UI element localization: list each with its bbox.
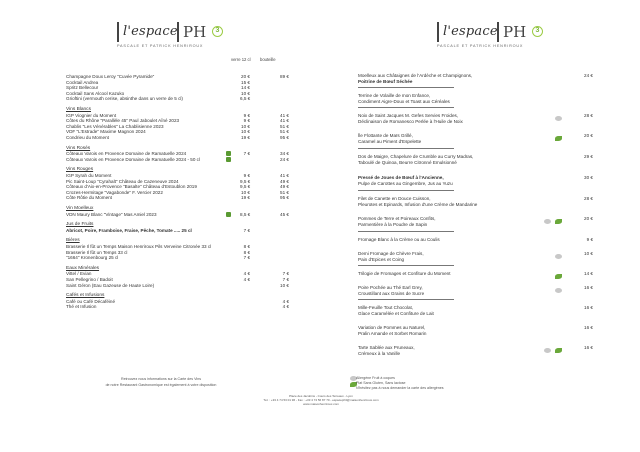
bottle-price: 4 € (282, 298, 289, 304)
logo-subtitle: PASCALE ET PATRICK HENRIROUX (437, 44, 524, 48)
logo-script: l'espace (443, 24, 498, 39)
logo-number: 3 (532, 26, 543, 37)
dish-name: Mille-Feuille Tout Chocolat, (358, 305, 414, 310)
gluten-free-leaf-icon (555, 136, 562, 141)
logo-left (117, 22, 231, 48)
menu-row (66, 228, 290, 234)
glass-price: 20 € (241, 74, 250, 79)
allergy-legend (356, 376, 444, 391)
dish-price: 24 € (584, 73, 593, 78)
bottle-price: 89 € (280, 74, 289, 79)
dish-price: 10 € (584, 251, 593, 256)
menu-row (66, 195, 290, 201)
logo-subtitle: PASCALE ET PATRICK HENRIROUX (117, 44, 204, 48)
item-name: Café ou Café Décaféiné (66, 298, 116, 304)
dish-price: 9 € (586, 237, 593, 242)
dish-item (358, 237, 598, 243)
dish-name: Variation de Pommes au Naturel, (358, 325, 426, 330)
dish-name: Moelleux aux Châtaignes de l'Ardèche et Champignons, (358, 73, 473, 78)
dish-name: Trilogie de Fromages et Confiture du Moment (358, 271, 451, 276)
dish-price: 16 € (584, 325, 593, 330)
divider (358, 87, 454, 88)
bottle-price: 45 € (280, 211, 289, 217)
bottle-price: 49 € (280, 178, 289, 184)
allergy-ask: N'hésitez pas à nous demander la carte des allergènes (356, 386, 444, 390)
dish-price: 14 € (584, 271, 593, 276)
dish-item (358, 175, 598, 187)
dish-item (358, 93, 598, 105)
allergy-nuts: Allergène Fruit à coques (356, 376, 395, 380)
section-title: Vins Rosés (66, 145, 91, 151)
bottle-price: 51 € (280, 189, 289, 195)
dish-item (358, 113, 598, 125)
allergen-nut-icon (555, 116, 562, 121)
section-title: Vin Moelleux (66, 206, 94, 211)
dish-name: Demi Fromage de Chèvre Frais, (358, 251, 424, 256)
dish-name: Filet de Canette en Douce Cuisson, (358, 196, 431, 201)
dish-description: Caramel au Piment d'Espelette (358, 139, 422, 144)
dish-price: 16 € (584, 345, 593, 350)
dish-description: Glace Caramélée et Confiture de Lait (358, 311, 434, 316)
dish-name: Fromage Blanc à la Crème ou au Coulis (358, 237, 440, 242)
item-name: Côteaux d'Aix-en-Provence "Basalte" Château d'Estoublon 2019 (66, 184, 197, 190)
menu-row (66, 135, 290, 141)
dish-description: Pulpe de Carottes au Gingembre, Jus au Yuzu (358, 181, 453, 186)
glass-price: 4 € (243, 277, 250, 282)
menu-row (66, 283, 290, 289)
dish-price: 28 € (584, 113, 593, 118)
bottle-column-header: bouteille (260, 57, 276, 62)
dish-name: Tarte Sablée aux Pruneaux, (358, 345, 415, 350)
menu-row (66, 96, 290, 102)
divider (358, 299, 454, 300)
dish-name: Poire Pochée au Thé Earl Grey, (358, 285, 423, 290)
footer-address: Place des Jacobins - Cours des Terreaux - Lyon (289, 394, 353, 398)
menu-row (66, 157, 290, 163)
dish-item (358, 325, 598, 337)
item-name: Brasserie Il fût un Temps 33 cl (66, 249, 128, 255)
green-leaf-icon (226, 212, 231, 217)
section-title: Bières (66, 238, 80, 244)
footer (246, 394, 396, 406)
glass-price: 10 € (241, 189, 250, 195)
bottle-price: 41 € (280, 173, 289, 178)
dish-price: 28 € (584, 196, 593, 201)
green-leaf-icon (226, 151, 231, 156)
dish-name: Dos de Maigre, Chapelure de Crumble au Curry Madras, (358, 154, 474, 159)
dish-description: Croustillant aux Grains de Sucre (358, 291, 425, 296)
dish-name: Pressé de Joues de Bœuf à l'Ancienne, (358, 175, 444, 180)
glass-price: 10 € (241, 129, 250, 135)
item-name: Brasserie Il fût un Temps Maison Henriroux Pils Verveine Citronée 33 cl (66, 244, 212, 249)
dish-price: 20 € (584, 133, 593, 138)
item-name: Grioftini (vermouth cerise, absinthe dans un verre de 5 cl) (66, 96, 183, 102)
allergy-gluten-free: Plat Sans Gluten, Sans lactose (356, 381, 406, 385)
glass-price: 9 € (243, 118, 250, 124)
dish-price: 16 € (584, 305, 593, 310)
allergen-nut-icon (544, 348, 551, 353)
dish-item (358, 196, 598, 208)
bottle-price: 34 € (280, 151, 289, 157)
glass-price: 8 € (243, 249, 250, 255)
logo-script: l'espace (123, 24, 178, 39)
dish-name: Île Flottante de Maïs Grillé, (358, 133, 413, 138)
glass-price: 8,5 € (240, 211, 251, 217)
glass-price: 19 € (241, 195, 250, 201)
item-name: Pic Saint-Loup "Cyrahalt" Château de Cazeneuve 2024 (66, 178, 179, 184)
dish-item (358, 251, 598, 263)
glass-column-header: verre 12 cl (231, 57, 251, 62)
dish-description: Poitrine de Bœuf Séchée (358, 79, 413, 84)
item-name: San Pellegrino / Badoit (66, 277, 113, 282)
dish-description: Condiment Aigre-Doux et Toast aux Céréales (358, 99, 450, 104)
glass-price: 19 € (241, 135, 250, 140)
bottle-price: 49 € (280, 184, 289, 190)
dish-price: 29 € (584, 154, 593, 159)
green-leaf-icon (226, 157, 231, 162)
glass-price: 6,5 € (240, 96, 251, 102)
bottle-price: 51 € (280, 129, 289, 135)
item-name: Vittel / Evian (66, 271, 92, 277)
section-title: Jus de Fruits (66, 222, 94, 228)
dish-price: 16 € (584, 285, 593, 290)
section-title: Eaux Minérales (66, 265, 100, 271)
item-name: Spritz Bellecour (66, 85, 99, 91)
glass-price: 7 € (243, 151, 250, 157)
bottle-price: 41 € (280, 118, 289, 124)
dish-description: Parmentière à la Poudre de Sapin (358, 222, 428, 227)
dish-price: 30 € (584, 175, 593, 180)
glass-price: 15 € (241, 79, 250, 85)
item-name: Cocktail Andrea (66, 79, 99, 85)
dish-name: Noix de Saint Jacques M. Gefes Servies Froides, (358, 113, 459, 118)
glass-price: 9,5 € (240, 184, 251, 190)
glass-price: 7 € (243, 227, 250, 233)
glass-price: 8 € (243, 244, 250, 249)
section-title: Vins Rouges (66, 167, 94, 173)
gluten-free-leaf-icon (555, 219, 562, 224)
glass-price: 9 € (243, 173, 250, 178)
gluten-free-leaf-icon (555, 348, 562, 353)
dish-price: 20 € (584, 216, 593, 221)
dish-item (358, 285, 598, 297)
dish-item (358, 305, 598, 317)
item-name: VDF "L'Estrade" Maxime Magnon 2024 (66, 129, 146, 135)
item-name: Champagne Doux Leroy "Cuvée Pyramide" (66, 74, 155, 79)
dish-description: Pleurotes et Epinards, Infusion d'une Crème de Mandarine (358, 202, 478, 207)
glass-price: 10 € (241, 123, 250, 129)
dish-item (358, 154, 598, 166)
item-name: Crozes-Hermitage "Vagabonde" F. Vercier 2022 (66, 189, 163, 195)
dish-description: Crémeux à la Vanille (358, 351, 401, 356)
dish-description: Taboulé de Quinoa, Beurre Citronné Emulsionné (358, 160, 457, 165)
bottle-price: 10 € (280, 282, 289, 288)
item-name: Thé et Infusion (66, 304, 97, 310)
divider (358, 148, 454, 149)
glass-price: 9,5 € (240, 178, 251, 184)
divider (358, 107, 454, 108)
allergen-nut-icon (544, 219, 551, 224)
wine-note-line1: Retrouvez nous informations sur la Carte des Vins (120, 377, 202, 381)
item-name: Côteaux Varois en Provence Domaine de Ramatuelle 2024 (66, 151, 187, 157)
item-name: VDN Maury Blanc "Vintage" Mas Amiel 2023 (66, 211, 157, 217)
dish-item (358, 216, 598, 228)
item-name: Côteaux Varois en Provence Domaine de Ramatuelle 2024 - 50 cl (66, 156, 200, 162)
glass-price: 10 € (241, 90, 250, 96)
logo-ph: PH (503, 23, 527, 41)
allergen-nut-icon (555, 288, 562, 293)
wine-note-line2: de notre Restaurant Gastronomique est également à votre disposition (105, 383, 217, 387)
divider (358, 190, 454, 191)
glass-price: 4 € (243, 271, 250, 277)
menu-row (66, 212, 290, 218)
item-name: Chablis "Les Vénérables" La Chablisienne 2023 (66, 123, 164, 129)
logo-right (437, 22, 551, 48)
section-title: Cafés et Infusions (66, 293, 105, 299)
item-name: "1664" Kronenbourg 25 cl (66, 255, 119, 261)
footer-contact: Tél. : +33 4 74 53 01 96 - Fax : +33 4 74 56 87 70 - espaceph3@maisonhenriroux.com (263, 398, 379, 402)
bottle-price: 24 € (280, 156, 289, 162)
item-name: IGP Syrah du Moment (66, 173, 112, 178)
dish-item (358, 345, 598, 357)
item-name: Saint Géron (Eau Gazeuse de Haute Loire) (66, 282, 155, 288)
divider (358, 231, 454, 232)
dish-description: Pralin Amande et Sorbet Romarin (358, 331, 427, 336)
section-title: Vins Blancs (66, 107, 91, 112)
glass-price: 14 € (241, 85, 250, 91)
bottle-price: 51 € (280, 123, 289, 129)
item-name: Côtes du Rhône "Parallèle 45" Paul Jaboulet Aîné 2023 (66, 118, 180, 124)
bottle-price: 95 € (280, 195, 289, 201)
gluten-free-leaf-icon (555, 274, 562, 279)
item-name: IGP Viognier du Moment (66, 112, 117, 118)
menu-row (66, 304, 290, 310)
bottle-price: 95 € (280, 135, 289, 140)
item-name: Côte Rôtie du Moment (66, 195, 112, 201)
bottle-price: 41 € (280, 112, 289, 118)
logo-number: 3 (212, 26, 223, 37)
bottle-price: 4 € (282, 304, 289, 310)
item-name: Abricot, Poire, Framboise, Fraise, Pêche, Tomate ..... 25 cl (66, 227, 192, 233)
item-name: Condrieu du Moment (66, 135, 109, 140)
glass-price: 9 € (243, 112, 250, 118)
footer-website: www.maisonhenriroux.com (303, 402, 339, 406)
bottle-price: 7 € (282, 271, 289, 277)
logo-ph: PH (183, 23, 207, 41)
dish-name: Pommes de Terre et Poireaux Confits, (358, 216, 436, 221)
glass-price: 7 € (243, 255, 250, 261)
bottle-price: 7 € (282, 277, 289, 282)
dish-item (358, 271, 598, 277)
item-name: Cocktail Sans Alcool Kazuko (66, 90, 125, 96)
menu-row (66, 255, 290, 261)
dish-name: Terrine de Volaille de mon Enfance, (358, 93, 431, 98)
allergen-nut-icon (555, 254, 562, 259)
dish-description: Pain d'Epices et Coing (358, 257, 405, 262)
divider (358, 265, 454, 266)
dish-item (358, 133, 598, 145)
dish-description: Déclinaison de Romanesco Perlée à l'Huile de Noix (358, 119, 463, 124)
dish-item (358, 73, 598, 85)
